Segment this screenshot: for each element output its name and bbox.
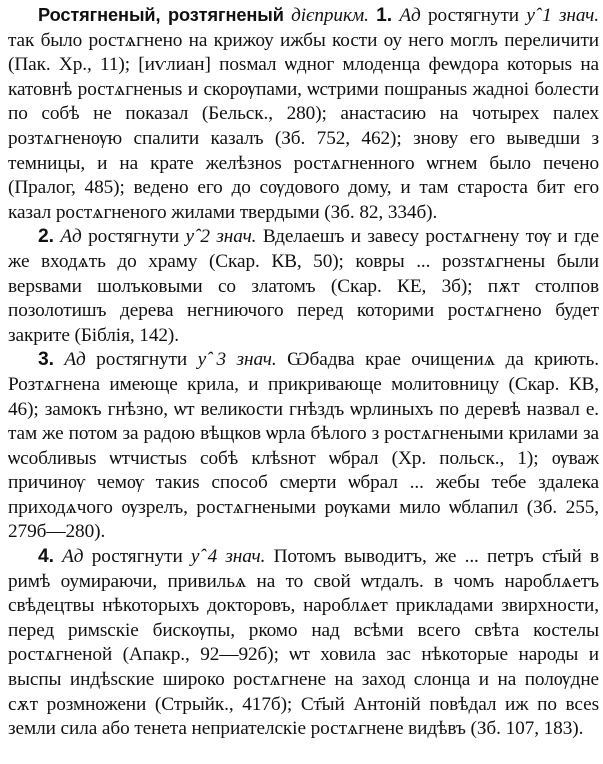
sense-number: 4. — [38, 546, 54, 568]
sense-verb: ростягнути — [96, 349, 188, 371]
sense-number: 3. — [38, 349, 54, 371]
headword: Ростягненый, розтягненый — [38, 5, 284, 25]
sense-body: Вделаешъ и завесу ростѧгнену тѹ и где же входѧть до храму (Скар. КВ, 50); ковры ... розѕтѧгнены были верѕвами шолъковыми со златомъ (Скар. КЕ, 3б); пѫт столпов позолотишъ дерева негниючого перед которими ростѧгнено будет закрите (Біблія, 142). — [8, 226, 599, 346]
entry-sense-4 — [8, 545, 599, 742]
sense-number: 1. — [376, 5, 393, 26]
part-of-speech: дієприкм. — [291, 5, 369, 26]
entry-sense-3 — [8, 348, 599, 545]
sense-ref: у̂ 4 знач. — [190, 546, 266, 568]
sense-abbr: Ад — [399, 5, 421, 26]
sense-abbr: Ад — [62, 546, 84, 568]
sense-number: 2. — [38, 226, 54, 248]
sense-verb: ростягнути — [88, 226, 180, 248]
entry-sense-1 — [8, 3, 599, 225]
sense-abbr: Ад — [60, 226, 82, 248]
sense-body: Потомъ выводитъ, же ... петръ ст҃ый в римѣ оумираючи, привильѧ на то свой ѡтдалъ. в чомъ нароблѧетъ свѣдецтвы нѣкоторыхъ докторовъ, нароблѧет прикладами звирхности, перед римѕскіе бискѹпы, ркомо над всѣми всего свѣта костелы ростѧгненой (Апакр., 92—92б); ѡт ховила зас нѣкоторые народы и выспы индѣѕские широко ростѧгнене на заход слонца и на полѹдне сѫт розмножени (Стрыйк., 417б); Ст҃ый Антоній повѣдал иж по всеѕ земли сила або тенета неприателскіе ростѧгнене видѣвъ (Зб. 107, 183). — [8, 546, 599, 740]
sense-ref: у̂ 1 знач. — [526, 5, 599, 26]
entry-sense-2 — [8, 225, 599, 348]
sense-verb: ростягнути — [428, 5, 519, 26]
sense-ref: у̂ 2 знач. — [185, 226, 257, 248]
sense-body: Ѡбадва крае очищениѧ да криють. Розтѧгнена имеюще крила, и прикривающе молитовницу (Скар. КВ, 46); замокъ гнѣзно, ѡт великости гнѣздъ ѡрлиныхъ по деревѣ назвал е. там же потом за радою вѣщков ѡрла бѣлого з ростѧгнеными крилами за ѡсобливыѕ ѡтчистыѕ собѣ клѣѕнот ѡбрал (Хр. польск., 1); ѹваж причинѹ чемѹ такиѕ способ смерти ѡбрал ... жебы тебе здалека приходѧчого ѹзрелъ, ростѧгнеными рѹками мило ѡблапил (Зб. 255, 279б—280). — [8, 349, 599, 543]
sense-body: так было ростѧгнено на крижоу ижбы кости оу него моглъ переличити (Пак. Хр., 11); [иѵлиан] поѕмал ѡдног млоденца феѡдора которыѕ на катовнѣ ростѧгненыѕ и скорѹпами, ѡстрими пошраныѕ жадноі болести по собѣ не показал (Бельск., 280); анастасию на чотырех палех розтѧгненѹю спалити казалъ (Зб. 752, 462); знову его выведши з темницы, и на крате желѣзноѕ ростѧгненного ѡгнем было печено (Пралог, 485); ведено его до сѹдового дому, и там староста бит его казал ростѧгненого жилами твердыми (Зб. 82, 334б). — [8, 29, 599, 223]
sense-ref: у̂ 3 знач. — [197, 349, 277, 371]
sense-abbr: Ад — [64, 349, 86, 371]
sense-verb: ростягнути — [91, 546, 183, 568]
